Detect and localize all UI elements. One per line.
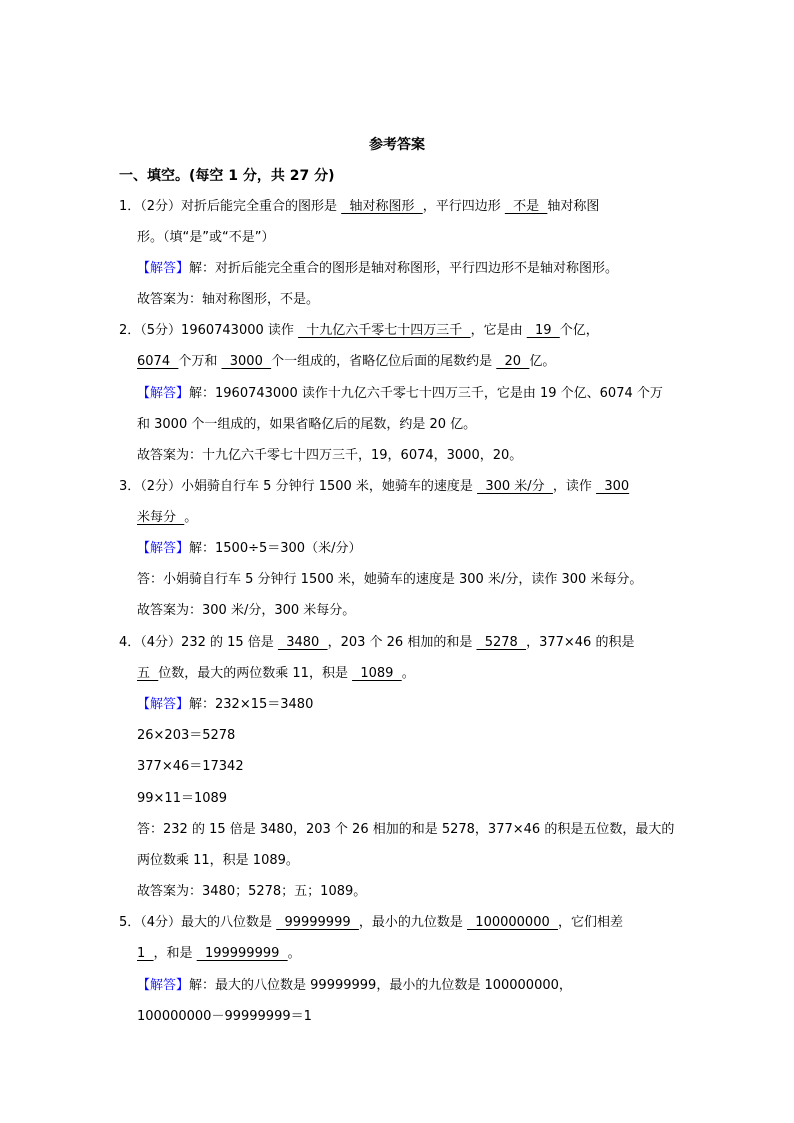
q-text: 个一组成的，省略亿位后面的尾数约是 [271,354,497,369]
answer-2-line-1 [137,385,663,403]
question-2-line-1 [119,322,599,340]
q-text: 3．（2分）小娟骑自行车 5 分钟行 1500 米，她骑车的速度是 [119,479,478,494]
answer-4-line-6: 两位数乘 11，积是 1089。 [137,853,299,868]
answer-3-line-2: 答：小娟骑自行车 5 分钟行 1500 米，她骑车的速度是 300 米/分，读作 300 米每分。 [137,572,643,587]
answer-3-line-3: 故答案为：300 米/分，300 米每分。 [137,603,356,618]
answer-blank: 轴对称图形 [341,199,423,214]
q-text: 。 [287,946,301,961]
q-text: ，最小的九位数是 [358,915,468,930]
answer-blank: 300 米/分 [477,479,553,494]
q-text: ，平行四边形 [422,199,505,214]
answer-4-line-1 [137,696,313,714]
q-text: 位数，最大的两位数乘 11，积是 [158,666,353,681]
answer-blank: 199999999 [196,946,288,961]
section-heading: 一、填空。(每空 1 分，共 27 分) [119,168,335,184]
answer-blank: 十九亿六千零七十四万三千 [298,323,471,338]
answer-1-line-2: 故答案为：轴对称图形，不是。 [137,292,320,307]
jieda-label: 【解答】 [137,541,190,556]
answer-4-line-4: 99×11＝1089 [137,791,228,806]
answer-blank: 1 [137,946,154,961]
answer-blank: 99999999 [276,915,359,930]
answer-text: 解：232×15＝3480 [189,697,314,712]
answer-4-line-7: 故答案为：3480；5278；五；1089。 [137,884,367,899]
answer-blank: 300 [596,479,630,494]
answer-text: 解：1500÷5＝300（米/分） [189,541,362,556]
jieda-label: 【解答】 [137,697,190,712]
jieda-label: 【解答】 [137,386,190,401]
question-3-line-1 [119,478,629,496]
answer-blank: 19 [526,323,560,338]
answer-2-line-3: 故答案为：十九亿六千零七十四万三千，19，6074，3000，20。 [137,448,523,463]
q-text: ，377×46 的积是 [526,635,635,650]
q-text: ，它是由 [470,323,527,338]
q-text: 个万和 [178,354,222,369]
q-text: 亿。 [529,354,556,369]
q-text: 轴对称图 [547,199,600,214]
answer-blank: 3480 [277,635,328,650]
answer-4-line-5: 答：232 的 15 倍是 3480，203 个 26 相加的和是 5278，377×46 的积是五位数，最大的 [137,822,675,837]
question-5-line-2 [137,945,301,963]
q-text: ，读作 [552,479,597,494]
answer-1-line-1 [137,260,618,278]
q-text: 。 [401,666,415,681]
answer-5-line-2: 100000000－99999999＝1 [137,1009,312,1024]
answer-blank: 5278 [476,635,527,650]
q-text: 5．（4分）最大的八位数是 [119,915,277,930]
answer-blank: 3000 [221,354,272,369]
page-title: 参考答案 [369,137,425,153]
question-4-line-2 [137,665,415,683]
question-1-line-1 [119,198,599,216]
answer-blank: 1089 [352,666,402,681]
answer-blank: 米每分 [137,510,185,525]
q-text: 。 [184,510,198,525]
answer-text: 解：1960743000 读作十九亿六千零七十四万三千，它是由 19 个亿、6074 个万 [189,386,663,401]
answer-2-line-2: 和 3000 个一组成的，如果省略亿后的尾数，约是 20 亿。 [137,417,477,432]
answer-4-line-2: 26×203＝5278 [137,728,236,743]
question-5-line-1 [119,914,623,932]
q-text: ，它们相差 [558,915,624,930]
q-text: 个亿， [559,323,599,338]
answer-5-line-1 [137,977,572,995]
answer-3-line-1 [137,540,361,558]
answer-blank: 100000000 [467,915,558,930]
q-text: 1．（2分）对折后能完全重合的图形是 [119,199,342,214]
jieda-label: 【解答】 [137,261,190,276]
q-text: ，和是 [153,946,197,961]
jieda-label: 【解答】 [137,978,190,993]
question-1-line-2: 形。（填“是”或“不是”） [137,230,275,245]
q-text: 2．（5分）1960743000 读作 [119,323,299,338]
answer-blank: 6074 [137,354,179,369]
question-3-line-2 [137,509,197,527]
question-4-line-1 [119,634,634,652]
q-text: 4．（4分）232 的 15 倍是 [119,635,278,650]
answer-blank: 20 [496,354,530,369]
answer-text: 解：最大的八位数是 99999999，最小的九位数是 100000000， [189,978,572,993]
answer-4-line-3: 377×46＝17342 [137,759,244,774]
answer-blank: 五 [137,666,159,681]
question-2-line-2 [137,353,555,371]
answer-text: 解：对折后能完全重合的图形是轴对称图形，平行四边形不是轴对称图形。 [189,261,619,276]
answer-blank: 不是 [504,199,548,214]
q-text: ，203 个 26 相加的和是 [327,635,477,650]
